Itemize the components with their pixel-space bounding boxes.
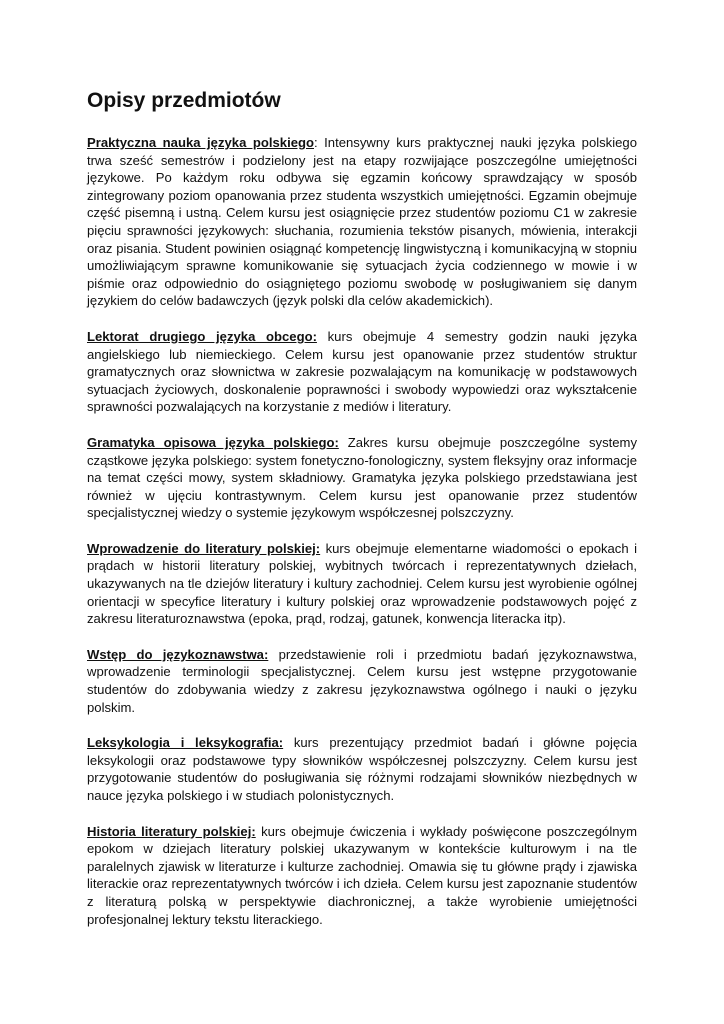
section-gramatyka-opisowa bbox=[87, 434, 637, 522]
section-heading: Praktyczna nauka języka polskiego bbox=[87, 135, 314, 150]
section-body: przedstawienie roli i przedmiotu badań językoznawstwa, wprowadzenie terminologii specjalistycznej. Celem kursu jest wstępne przygotowanie studentów do zdobywania wiedzy z zakresu językoznawstwa ogólnego i nauki o języku polskim. bbox=[87, 646, 637, 715]
section-heading: Historia literatury polskiej: bbox=[87, 823, 256, 839]
section-body: Intensywny kurs praktycznej nauki języka polskiego trwa sześć semestrów i podzielony jest na etapy rozwijające poszczególne umiejętności językowe. Po każdym roku odbywa się egzamin końcowy sprawdzający w sposób zintegrowany poziom opanowania przez studenta wszystkich umiejętności. Egzamin obejmuje część pisemną i ustną. Celem kursu jest osiągnięcie przez studentów poziomu C1 w zakresie pięciu sprawności językowych: słuchania, rozumienia tekstów pisanych, mówienia, interakcji oraz pisania. Student powinien osiągnąć kompetencję lingwistyczną i komunikacyjną w stopniu umożliwiającym sprawne komunikowanie się sytuacjach życia codziennego w mowie i w piśmie oraz odpowiednio do osiągniętego poziomu swobodę w posługiwaniem się danym językiem do celów badawczych (język polski dla celów akademickich). bbox=[87, 135, 637, 309]
section-heading: Leksykologia i leksykografia: bbox=[87, 735, 284, 751]
section-historia-literatury bbox=[87, 823, 637, 929]
document-page bbox=[87, 88, 637, 946]
section-heading: Lektorat drugiego języka obcego: bbox=[87, 328, 317, 344]
section-body: kurs obejmuje elementarne wiadomości o epokach i prądach w historii literatury polskiej, wybitnych twórcach i reprezentatywnych dziełach, ukazywanych na tle dziejów literatury i kultury zachodniej. Celem kursu jest wyrobienie ogólnej orientacji w specyfice literatury i kultury polskiej oraz wprowadzenie podstawowych pojęć z zakresu literaturoznawstwa (epoka, prąd, rodzaj, gatunek, konwencja literacka itp). bbox=[87, 540, 637, 627]
section-lektorat bbox=[87, 328, 637, 416]
section-separator: : bbox=[314, 135, 318, 150]
section-praktyczna-nauka bbox=[87, 134, 637, 310]
section-body: Zakres kursu obejmuje poszczególne systemy cząstkowe języka polskiego: system fonetyczno-fonologiczny, system fleksyjny oraz informacje na temat części mowy, system składniowy. Gramatyka języka polskiego przedstawiana jest również w ujęciu kontrastywnym. Celem kursu jest opanowanie przez studentów specjalistycznej wiedzy o systemie językowym współczesnej polszczyzny. bbox=[87, 434, 638, 521]
section-wprowadzenie-do-literatury bbox=[87, 540, 637, 628]
section-body: kurs obejmuje ćwiczenia i wykłady poświęcone poszczególnym epokom w dziejach literatury polskiej ukazywanym w kontekście kulturowym i na tle paralelnych zjawisk w literaturze i kulturze zachodniej. Omawia się tu główne prądy i zjawiska literackie oraz reprezentatywnych twórców i ich dzieła. Celem kursu jest zapoznanie studentów z literaturą polską w perspektywie diachronicznej, a także wyrobienie umiejętności profesjonalnej lektury tekstu literackiego. bbox=[87, 823, 637, 927]
page-title: Opisy przedmiotów bbox=[87, 89, 281, 112]
section-heading: Wstęp do językoznawstwa: bbox=[87, 646, 269, 662]
section-wstep-do-jezykoznawstwa bbox=[87, 646, 637, 716]
section-leksykologia bbox=[87, 734, 637, 804]
section-heading: Wprowadzenie do literatury polskiej: bbox=[87, 540, 321, 556]
section-body: kurs prezentujący przedmiot badań i główne pojęcia leksykologii oraz podstawowe typy słowników współczesnej polszczyzny. Celem kursu jest przygotowanie studentów do posługiwania się różnymi rodzajami słowników niezbędnych w nauce języka polskiego i w studiach polonistycznych. bbox=[87, 735, 637, 803]
section-heading: Gramatyka opisowa języka polskiego: bbox=[87, 434, 339, 450]
section-body: kurs obejmuje 4 semestry godzin nauki języka angielskiego lub niemieckiego. Celem kursu jest opanowanie przez studentów struktur gramatycznych oraz słownictwa w zakresie pozwalającym na komunikację w podstawowych sytuacjach życiowych, doskonalenie poprawności i swobody wypowiedzi oraz wykształcenie sprawności pozwalających na korzystanie z mediów i literatury. bbox=[87, 328, 638, 415]
